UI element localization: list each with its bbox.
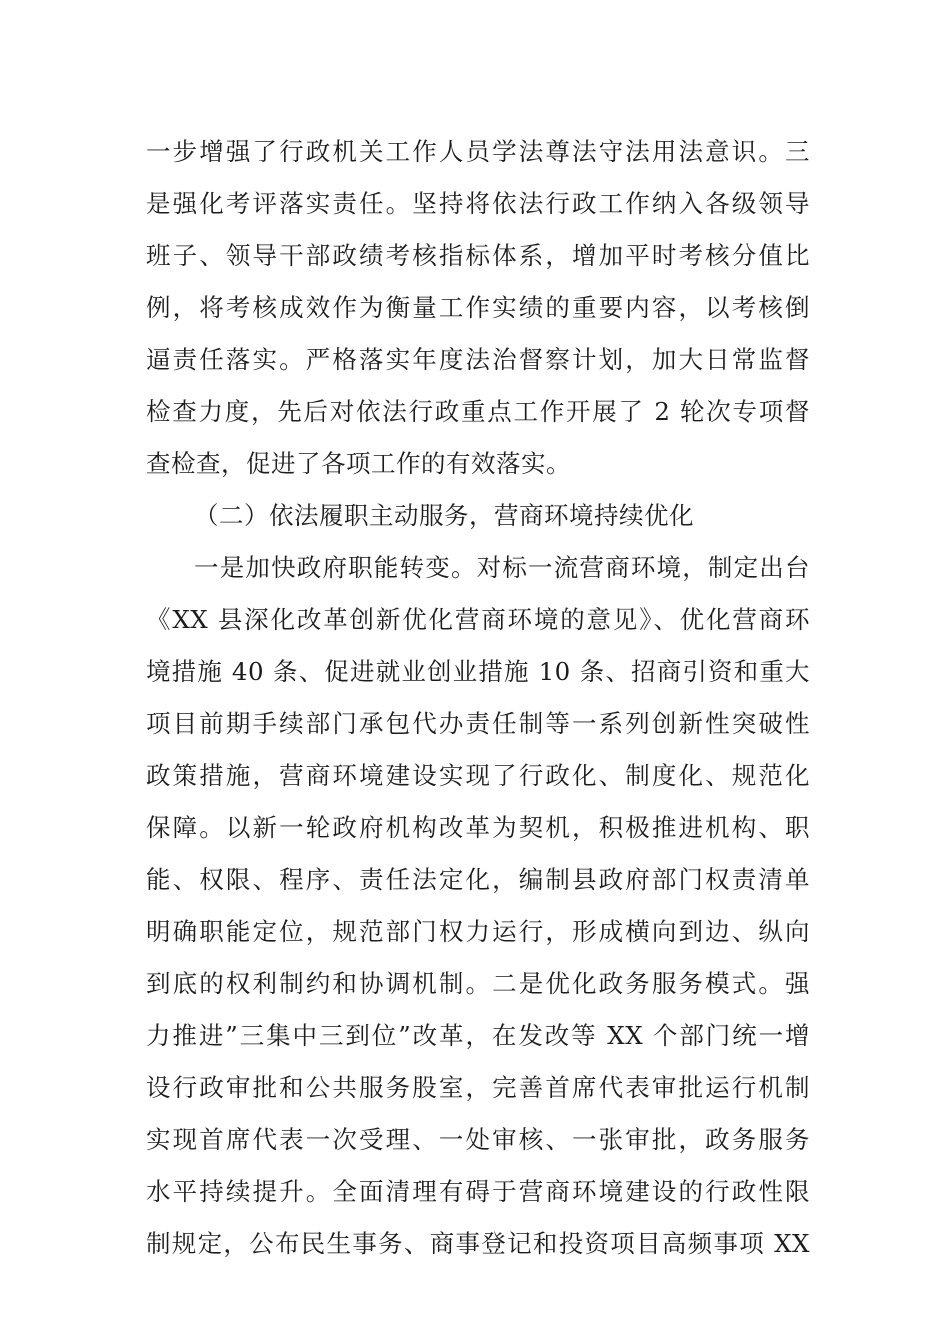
- paragraph-1-line-4: 例，将考核成效作为衡量工作实绩的重要内容，以考核倒: [146, 293, 810, 322]
- paragraph-2-line-1: 一是加快政府职能转变。对标一流营商环境，制定出台: [194, 553, 810, 582]
- paragraph-2-line-3: 境措施 40 条、促进就业创业措施 10 条、招商引资和重大: [146, 657, 810, 686]
- paragraph-2-line-6: 保障。以新一轮政府机构改革为契机，积极推进机构、职: [146, 813, 810, 842]
- paragraph-2-line-10: 力推进”三集中三到位”改革，在发改等 XX 个部门统一增: [146, 1021, 810, 1050]
- paragraph-2-line-4: 项目前期手续部门承包代办责任制等一系列创新性突破性: [146, 709, 810, 738]
- paragraph-2-line-5: 政策措施，营商环境建设实现了行政化、制度化、规范化: [146, 761, 810, 790]
- paragraph-2-line-12: 实现首席代表一次受理、一处审核、一张审批，政务服务: [146, 1125, 810, 1154]
- paragraph-1-line-5: 逼责任落实。严格落实年度法治督察计划，加大日常监督: [146, 345, 810, 374]
- paragraph-2-line-9: 到底的权利制约和协调机制。二是优化政务服务模式。强: [146, 969, 810, 998]
- section-heading: （二）依法履职主动服务，营商环境持续优化: [194, 501, 694, 530]
- paragraph-1-line-2: 是强化考评落实责任。坚持将依法行政工作纳入各级领导: [146, 189, 810, 218]
- paragraph-2-line-13: 水平持续提升。全面清理有碍于营商环境建设的行政性限: [146, 1177, 810, 1206]
- paragraph-2-line-8: 明确职能定位，规范部门权力运行，形成横向到边、纵向: [146, 917, 810, 946]
- paragraph-1-line-6: 检查力度，先后对依法行政重点工作开展了 2 轮次专项督: [146, 397, 810, 426]
- paragraph-2-line-2: 《XX 县深化改革创新优化营商环境的意见》、优化营商环: [146, 605, 810, 634]
- paragraph-2-line-14: 制规定，公布民生事务、商事登记和投资项目高频事项 XX: [146, 1229, 810, 1258]
- paragraph-1-line-3: 班子、领导干部政绩考核指标体系，增加平时考核分值比: [146, 241, 810, 270]
- paragraph-2-line-11: 设行政审批和公共服务股室，完善首席代表审批运行机制: [146, 1073, 810, 1102]
- paragraph-2-line-7: 能、权限、程序、责任法定化，编制县政府部门权责清单: [146, 865, 810, 894]
- paragraph-1-line-7: 查检查，促进了各项工作的有效落实。: [146, 449, 571, 478]
- paragraph-1-line-1: 一步增强了行政机关工作人员学法尊法守法用法意识。三: [146, 137, 810, 166]
